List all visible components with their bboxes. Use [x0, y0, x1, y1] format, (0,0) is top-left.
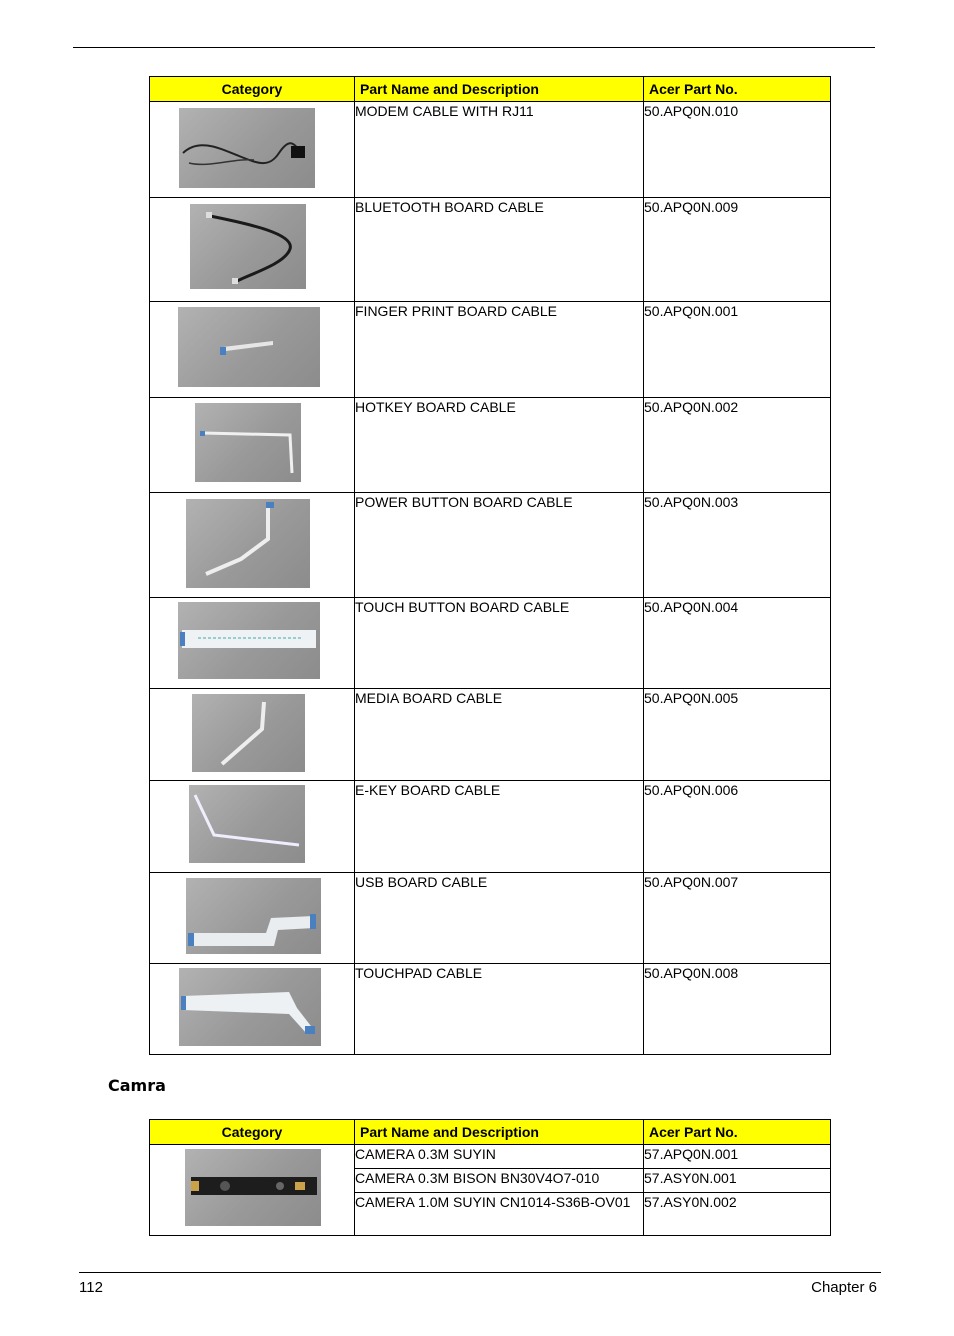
part-name: TOUCH BUTTON BOARD CABLE — [355, 598, 644, 689]
header-part-no: Acer Part No. — [644, 77, 831, 102]
table-row — [150, 102, 831, 198]
part-number: 50.APQ0N.010 — [644, 102, 831, 198]
bluetooth-cable-photo — [190, 204, 306, 289]
fingerprint-cable-photo — [178, 307, 320, 387]
part-photo-cell — [150, 781, 355, 873]
part-number: 57.ASY0N.001 — [644, 1169, 831, 1193]
cables-table — [149, 76, 831, 1055]
part-photo-cell — [150, 398, 355, 493]
footer-rule — [79, 1272, 881, 1273]
part-number: 57.APQ0N.001 — [644, 1145, 831, 1169]
table-row — [150, 1145, 831, 1169]
part-number: 50.APQ0N.005 — [644, 689, 831, 781]
table-row — [150, 598, 831, 689]
part-photo-cell — [150, 689, 355, 781]
table-row — [150, 689, 831, 781]
table-row — [150, 398, 831, 493]
header-part-no: Acer Part No. — [644, 1120, 831, 1145]
chapter-label: Chapter 6 — [811, 1279, 877, 1296]
part-photo-cell — [150, 1145, 355, 1236]
part-number: 50.APQ0N.008 — [644, 964, 831, 1055]
touchpad-cable-photo — [179, 968, 321, 1046]
part-name: HOTKEY BOARD CABLE — [355, 398, 644, 493]
part-name: TOUCHPAD CABLE — [355, 964, 644, 1055]
header-rule — [73, 47, 875, 48]
part-photo-cell — [150, 102, 355, 198]
part-name: MODEM CABLE WITH RJ11 — [355, 102, 644, 198]
part-name: CAMERA 0.3M BISON BN30V4O7-010 — [355, 1169, 644, 1193]
modem-cable-photo — [179, 108, 315, 188]
part-name: E-KEY BOARD CABLE — [355, 781, 644, 873]
part-name: POWER BUTTON BOARD CABLE — [355, 493, 644, 598]
table-row — [150, 781, 831, 873]
table-row — [150, 873, 831, 964]
part-number: 50.APQ0N.003 — [644, 493, 831, 598]
part-photo-cell — [150, 873, 355, 964]
part-name: CAMERA 0.3M SUYIN — [355, 1145, 644, 1169]
camera-table — [149, 1119, 831, 1236]
table-row — [150, 964, 831, 1055]
part-photo-cell — [150, 598, 355, 689]
header-category: Category — [150, 77, 355, 102]
table-row — [150, 302, 831, 398]
part-name: FINGER PRINT BOARD CABLE — [355, 302, 644, 398]
part-number: 50.APQ0N.007 — [644, 873, 831, 964]
header-category: Category — [150, 1120, 355, 1145]
part-photo-cell — [150, 964, 355, 1055]
part-number: 50.APQ0N.006 — [644, 781, 831, 873]
hotkey-cable-photo — [195, 403, 301, 482]
table-row — [150, 493, 831, 598]
touch-button-cable-photo — [178, 602, 320, 679]
part-number: 57.ASY0N.002 — [644, 1193, 831, 1236]
header-part-name: Part Name and Description — [355, 77, 644, 102]
part-name: CAMERA 1.0M SUYIN CN1014-S36B-OV01 — [355, 1193, 644, 1236]
part-photo-cell — [150, 198, 355, 302]
page-number: 112 — [79, 1279, 103, 1296]
part-photo-cell — [150, 493, 355, 598]
table-header-row — [150, 77, 831, 102]
part-name: BLUETOOTH BOARD CABLE — [355, 198, 644, 302]
part-number: 50.APQ0N.001 — [644, 302, 831, 398]
usb-cable-photo — [186, 878, 321, 954]
section-title-camera: Camra — [108, 1076, 166, 1095]
power-button-cable-photo — [186, 499, 310, 588]
table-header-row — [150, 1120, 831, 1145]
part-name: MEDIA BOARD CABLE — [355, 689, 644, 781]
camera-module-photo — [185, 1149, 321, 1226]
part-number: 50.APQ0N.009 — [644, 198, 831, 302]
media-cable-photo — [192, 694, 305, 772]
part-number: 50.APQ0N.002 — [644, 398, 831, 493]
e-key-cable-photo — [189, 785, 305, 863]
part-number: 50.APQ0N.004 — [644, 598, 831, 689]
part-photo-cell — [150, 302, 355, 398]
table-row — [150, 198, 831, 302]
header-part-name: Part Name and Description — [355, 1120, 644, 1145]
part-name: USB BOARD CABLE — [355, 873, 644, 964]
